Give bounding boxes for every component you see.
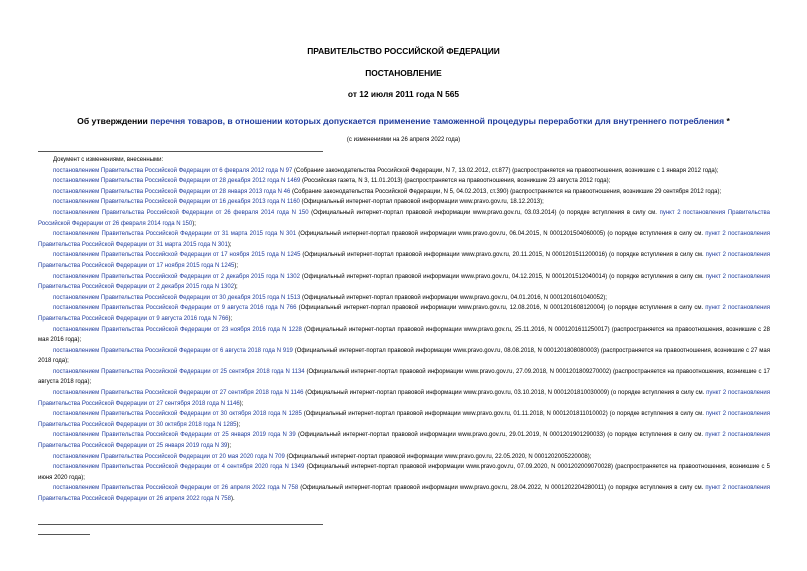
change-link[interactable]: постановлением Правительства Российской Федерации от 2 декабря 2015 года N 1302	[53, 273, 300, 280]
change-link[interactable]: постановлением Правительства Российской Федерации от 17 ноября 2015 года N 1245	[53, 252, 301, 259]
title-link[interactable]: перечня товаров, в отношении которых допускается применение таможенной процедуры переработки для внутреннего потребления	[150, 116, 725, 126]
change-text-end: );	[236, 421, 241, 428]
change-text: (Собрание законодательства Российской Федерации, N 7, 13.02.2012, ст.877) (распространяется на правоотношения, возникшие с 1 января 2012 года);	[292, 167, 719, 174]
change-text: (Официальный интернет-портал правовой информации www.pravo.gov.ru, 01.11.2018, N 0001201811010002) (о порядке вступления в силу см.	[301, 411, 706, 418]
change-entry	[38, 367, 770, 388]
change-link[interactable]: постановлением Правительства Российской Федерации от 28 декабря 2012 года N 1469	[53, 178, 301, 185]
change-entry	[38, 166, 770, 177]
change-text: (Российская газета, N 3, 11.01.2013) (распространяется на правоотношения, возникшие 23 августа 2012 года);	[300, 178, 611, 185]
change-entry	[38, 197, 770, 208]
change-entry	[38, 187, 770, 198]
title-suffix: *	[724, 116, 730, 126]
change-entry	[38, 250, 770, 271]
change-text: (Официальный интернет-портал правовой информации www.pravo.gov.ru, 25.11.2016, N 0001201611250017) (распространяется на правоотношения, возникшие с 28 мая 2016 года);	[38, 326, 770, 344]
change-entry	[38, 176, 770, 187]
change-link[interactable]: постановлением Правительства Российской Федерации от 26 февраля 2014 года N 150	[53, 209, 309, 216]
change-text-end: );	[234, 284, 238, 291]
document-title	[30, 116, 777, 126]
change-text: (Официальный интернет-портал правовой информации www.pravo.gov.ru, 08.08.2018, N 0001201808080003) (распространяется на правоотношения, возникшие с 27 мая 2018 года);	[38, 347, 771, 365]
change-link[interactable]: постановлением Правительства Российской Федерации от 20 мая 2020 года N 709	[53, 453, 285, 460]
change-link[interactable]: постановлением Правительства Российской Федерации от 31 марта 2015 года N 301	[53, 231, 297, 238]
change-entry	[38, 325, 770, 346]
change-text: (Официальный интернет-портал правовой информации www.pravo.gov.ru, 06.04.2015, N 0001201504060005) (о порядке вступления в силу см.	[296, 231, 706, 238]
change-text-end: ).	[230, 496, 235, 502]
change-entry	[38, 409, 770, 430]
change-clause-link[interactable]: пункт 2 постановления Правительства Российской Федерации от 30 октября 2018 года N 1285	[38, 411, 770, 428]
government-heading: ПРАВИТЕЛЬСТВО РОССИЙСКОЙ ФЕДЕРАЦИИ	[307, 46, 500, 56]
change-link[interactable]: постановлением Правительства Российской Федерации от 25 сентября 2018 года N 1134	[53, 368, 305, 375]
change-link[interactable]: постановлением Правительства Российской Федерации от 30 декабря 2015 года N 1513	[53, 294, 301, 301]
change-text: (Официальный интернет-портал правовой информации www.pravo.gov.ru, 22.05.2020, N 0001202005220008);	[284, 453, 592, 460]
footnote-divider	[38, 534, 90, 535]
change-entry	[38, 303, 770, 324]
change-text: (Официальный интернет-портал правовой информации www.pravo.gov.ru, 03.03.2014) (о порядке вступления в силу см.	[308, 209, 660, 216]
change-text: (Официальный интернет-портал правовой информации www.pravo.gov.ru, 03.10.2018, N 0001201810030009) (о порядке вступления в силу см.	[303, 390, 707, 397]
change-link[interactable]: постановлением Правительства Российской Федерации от 28 января 2013 года N 46	[53, 188, 291, 195]
change-clause-link[interactable]: пункт 2 постановления Правительства Российской Федерации от 26 апреля 2022 года N 758	[38, 485, 770, 502]
change-entry	[38, 208, 770, 229]
divider-bottom	[38, 524, 323, 525]
change-entry	[38, 229, 770, 250]
change-text: (Официальный интернет-портал правовой информации www.pravo.gov.ru, 04.12.2015, N 0001201512040014) (о порядке вступления в силу см.	[299, 273, 706, 280]
change-link[interactable]: постановлением Правительства Российской Федерации от 6 февраля 2012 года N 97	[53, 167, 293, 174]
change-link[interactable]: постановлением Правительства Российской Федерации от 26 апреля 2022 года N 758	[53, 485, 299, 492]
change-text: (Официальный интернет-портал правовой информации www.pravo.gov.ru, 12.08.2016, N 0001201608120004) (о порядке вступления в силу см.	[296, 305, 706, 312]
change-clause-link[interactable]: пункт 2 постановления Правительства Российской Федерации от 2 декабря 2015 года N 1302	[38, 273, 771, 291]
change-clause-link[interactable]: пункт 2 постановления Правительства Российской Федерации от 17 ноября 2015 года N 1245	[38, 252, 771, 269]
change-entry	[38, 346, 770, 367]
change-text-end: );	[192, 220, 196, 227]
change-text: (Официальный интернет-портал правовой информации www.pravo.gov.ru, 27.09.2018, N 0001201809270002) (распространяется на правоотношения, возникшие с 17 августа 2018 года);	[38, 368, 770, 386]
change-clause-link[interactable]: пункт 2 постановления Правительства Российской Федерации от 25 января 2019 года N 39	[38, 432, 771, 450]
changes-items	[38, 166, 770, 505]
title-prefix: Об утверждении	[77, 116, 151, 126]
change-text: (Собрание законодательства Российской Федерации, N 5, 04.02.2013, ст.390) (распространяется на правоотношения, возникшие 29 сентября 2012 года);	[290, 188, 722, 195]
change-link[interactable]: постановлением Правительства Российской Федерации от 9 августа 2016 года N 766	[53, 305, 297, 312]
document-date-number: от 12 июля 2011 года N 565	[347, 89, 460, 99]
change-text-end: );	[234, 262, 239, 269]
change-clause-link[interactable]: пункт 2 постановления Правительства Российской Федерации от 27 сентября 2018 года N 1146	[38, 390, 771, 407]
divider-top	[38, 151, 323, 152]
change-entry	[38, 430, 770, 451]
change-entry	[38, 388, 770, 409]
change-text-end: );	[227, 443, 232, 450]
document-type-heading: ПОСТАНОВЛЕНИЕ	[365, 68, 442, 78]
change-entry	[38, 452, 770, 463]
changes-intro: Документ с изменениями, внесенными:	[53, 157, 164, 163]
change-text: (Официальный интернет-портал правовой информации www.pravo.gov.ru, 20.11.2015, N 0001201511200016) (о порядке вступления в силу см.	[300, 252, 706, 259]
change-text: (Официальный интернет-портал правовой информации www.pravo.gov.ru, 28.04.2022, N 0001202204280011) (о порядке вступления в силу см.	[298, 485, 706, 492]
change-entry	[38, 462, 770, 483]
change-link[interactable]: постановлением Правительства Российской Федерации от 25 января 2019 года N 39	[53, 432, 296, 439]
change-text: (Официальный интернет-портал правовой информации www.pravo.gov.ru, 18.12.2013);	[299, 199, 544, 206]
change-text-end: );	[228, 315, 233, 322]
change-link[interactable]: постановлением Правительства Российской Федерации от 4 сентября 2020 года N 1349	[53, 464, 305, 471]
change-link[interactable]: постановлением Правительства Российской Федерации от 16 декабря 2013 года N 1160	[53, 199, 300, 206]
change-text: (Официальный интернет-портал правовой информации www.pravo.gov.ru, 04.01.2016, N 0001201601040052);	[300, 294, 607, 301]
change-clause-link[interactable]: пункт 2 постановления Правительства Российской Федерации от 9 августа 2016 года N 766	[38, 305, 771, 322]
change-link[interactable]: постановлением Правительства Российской Федерации от 23 ноября 2016 года N 1228	[53, 326, 302, 333]
change-link[interactable]: постановлением Правительства Российской Федерации от 30 октября 2018 года N 1285	[53, 411, 302, 418]
change-text: (Официальный интернет-портал правовой информации www.pravo.gov.ru, 07.09.2020, N 0001202009070028) (распространяется на правоотношения, возникшие с 5 июня 2020 года);	[38, 464, 770, 481]
revision-note: (с изменениями на 26 апреля 2022 года)	[346, 137, 461, 143]
change-entry	[38, 483, 770, 504]
changes-list	[38, 155, 770, 505]
change-text: (Официальный интернет-портал правовой информации www.pravo.gov.ru, 29.01.2019, N 0001201901290033) (о порядке вступления в силу см.	[295, 432, 706, 439]
change-entry	[38, 293, 770, 304]
change-entry	[38, 272, 770, 293]
change-link[interactable]: постановлением Правительства Российской Федерации от 6 августа 2018 года N 919	[53, 347, 293, 354]
change-clause-link[interactable]: пункт 2 постановления Правительства Российской Федерации от 26 февраля 2014 года N 150	[38, 209, 771, 227]
change-text-end: );	[239, 400, 244, 407]
change-clause-link[interactable]: пункт 2 постановления Правительства Российской Федерации от 31 марта 2015 года N 301	[38, 231, 771, 248]
change-text-end: );	[227, 241, 232, 248]
change-link[interactable]: постановлением Правительства Российской Федерации от 27 сентября 2018 года N 1146	[53, 390, 304, 397]
